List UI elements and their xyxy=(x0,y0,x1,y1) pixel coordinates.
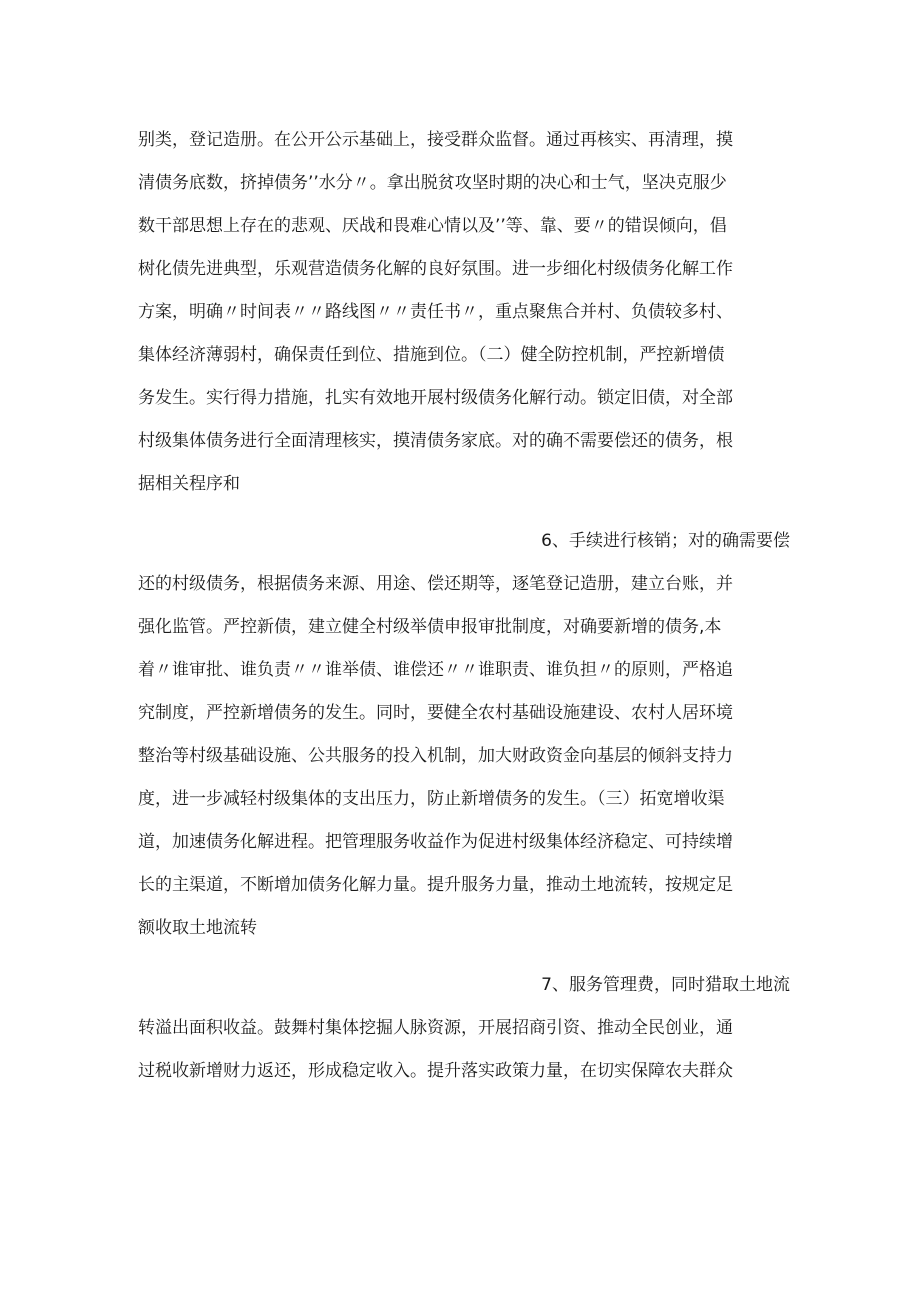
text-line: 7、服务管理费，同时猎取土地流 xyxy=(541,975,790,995)
text-line: 还的村级债务，根据债务来源、用途、偿还期等，逐笔登记造册，建立台账，并 xyxy=(138,574,733,594)
text-line: 清债务底数，挤掉债务’’水分〃。拿出脱贫攻坚时期的决心和士气，坚决克服少 xyxy=(138,173,727,193)
text-line: 着〃谁审批、谁负责〃〃谁举债、谁偿还〃〃谁职责、谁负担〃的原则，严格追 xyxy=(138,660,733,680)
text-line: 数干部思想上存在的悲观、厌战和畏难心情以及’’等、靠、要〃的错误倾向，倡 xyxy=(138,216,727,236)
text-line: 度，进一步减轻村级集体的支出压力，防止新增债务的发生。（三）拓宽增收渠 xyxy=(138,789,725,809)
text-line: 长的主渠道，不断增加债务化解力量。提升服务力量，推动土地流转，按规定足 xyxy=(138,875,733,895)
text-line: 方案，明确〃时间表〃〃路线图〃〃责任书〃，重点聚焦合并村、负债较多村、 xyxy=(138,302,733,322)
text-line: 转溢出面积收益。鼓舞村集体挖掘人脉资源，开展招商引资、推动全民创业，通 xyxy=(138,1018,733,1038)
text-line: 额收取土地流转 xyxy=(138,918,257,938)
text-line: 6、手续进行核销；对的确需要偿 xyxy=(541,531,790,551)
text-line: 道，加速债务化解进程。把管理服务收益作为促进村级集体经济稳定、可持续增 xyxy=(138,832,733,852)
text-line: 集体经济薄弱村，确保责任到位、措施到位。（二）健全防控机制，严控新增债 xyxy=(138,345,725,365)
text-line: 村级集体债务进行全面清理核实，摸清债务家底。对的确不需要偿还的债务，根 xyxy=(138,431,733,451)
text-line: 树化债先进典型，乐观营造债务化解的良好氛围。进一步细化村级债务化解工作 xyxy=(138,259,733,279)
text-line: 整治等村级基础设施、公共服务的投入机制，加大财政资金向基层的倾斜支持力 xyxy=(138,746,733,766)
text-line: 过税收新增财力返还，形成稳定收入。提升落实政策力量，在切实保障农夫群众 xyxy=(138,1061,733,1081)
text-line: 据相关程序和 xyxy=(138,474,240,494)
text-line: 务发生。实行得力措施，扎实有效地开展村级债务化解行动。锁定旧债，对全部 xyxy=(138,388,733,408)
text-line: 强化监管。严控新债，建立健全村级举债申报审批制度，对确要新增的债务,本 xyxy=(138,617,722,637)
text-line: 究制度，严控新增债务的发生。同时，要健全农村基础设施建设、农村人居环境 xyxy=(138,703,733,723)
text-line: 别类，登记造册。在公开公示基础上，接受群众监督。通过再核实、再清理，摸 xyxy=(138,130,733,150)
